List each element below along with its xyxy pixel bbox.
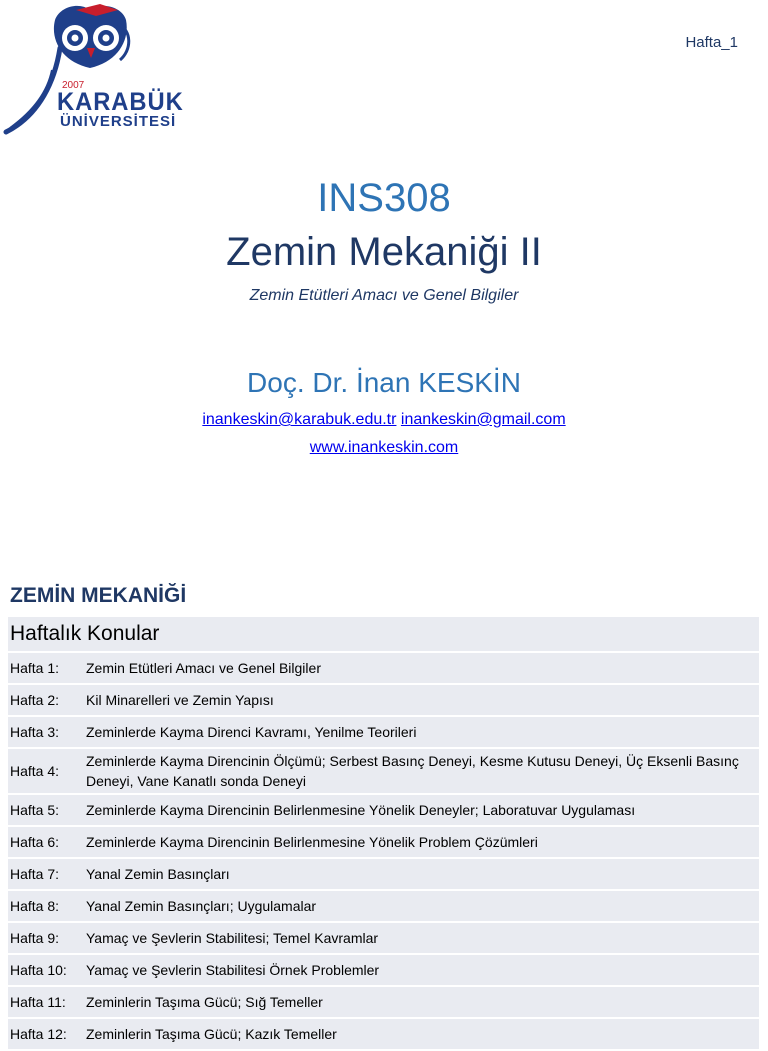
table-row <box>8 891 759 923</box>
table-row <box>8 717 759 749</box>
table-row <box>8 653 759 685</box>
week-label: Hafta_1 <box>685 34 738 51</box>
week-number: Hafta 4: <box>10 763 60 779</box>
table-row <box>8 749 759 795</box>
email-link-university[interactable]: inankeskin@karabuk.edu.tr <box>202 411 397 428</box>
table-header: Haftalık Konular <box>8 617 759 653</box>
week-number: Hafta 5: <box>10 802 60 818</box>
week-topic: Zeminlerde Kayma Direncinin Belirlenmesine Yönelik Problem Çözümleri <box>86 834 538 850</box>
week-topic: Zeminlerde Kayma Direncinin Belirlenmesine Yönelik Deneyler; Laboratuvar Uygulaması <box>86 802 636 818</box>
table-row <box>8 923 759 955</box>
week-topic: Zemin Etütleri Amacı ve Genel Bilgiler <box>86 660 321 676</box>
week-topic: Yamaç ve Şevlerin Stabilitesi; Temel Kavramlar <box>86 930 379 946</box>
week-topic: Zeminlerde Kayma Direncinin Ölçümü; Serbest Basınç Deneyi, Kesme Kutusu Deneyi, Üç Eksenli Basınç Deneyi, Vane Kanatlı sonda Deneyi <box>86 753 739 789</box>
week-topic: Yamaç ve Şevlerin Stabilitesi Örnek Problemler <box>86 962 380 978</box>
week-number: Hafta 8: <box>10 898 60 914</box>
table-row <box>8 685 759 717</box>
contact-emails <box>0 411 768 429</box>
week-number: Hafta 7: <box>10 866 60 882</box>
week-topic: Yanal Zemin Basınçları; Uygulamalar <box>86 898 317 914</box>
week-number: Hafta 2: <box>10 692 60 708</box>
week-topic: Zeminlerin Taşıma Gücü; Kazık Temeller <box>86 1026 337 1042</box>
course-subtitle: Zemin Etütleri Amacı ve Genel Bilgiler <box>249 287 519 304</box>
section-title: ZEMİN MEKANİĞİ <box>10 584 187 607</box>
weekly-topics-table <box>8 617 759 1051</box>
university-logo <box>0 0 185 140</box>
week-topic: Yanal Zemin Basınçları <box>86 866 230 882</box>
course-title: Zemin Mekaniği II <box>226 230 542 274</box>
course-code: INS308 <box>317 176 451 220</box>
week-number: Hafta 10: <box>10 962 67 978</box>
table-row <box>8 827 759 859</box>
table-row <box>8 987 759 1019</box>
website-link[interactable]: www.inankeskin.com <box>309 439 459 456</box>
week-number: Hafta 6: <box>10 834 60 850</box>
email-link-gmail[interactable]: inankeskin@gmail.com <box>400 411 566 428</box>
week-topic: Kil Minarelleri ve Zemin Yapısı <box>86 692 274 708</box>
week-number: Hafta 1: <box>10 660 60 676</box>
week-topic: Zeminlerde Kayma Direnci Kavramı, Yenilme Teorileri <box>86 724 417 740</box>
table-row <box>8 955 759 987</box>
logo-university: ÜNİVERSİTESİ <box>60 113 177 130</box>
table-row <box>8 859 759 891</box>
logo-year: 2007 <box>62 80 85 91</box>
week-number: Hafta 12: <box>10 1026 67 1042</box>
week-number: Hafta 3: <box>10 724 60 740</box>
week-number: Hafta 9: <box>10 930 60 946</box>
schedule-slide <box>0 540 768 1042</box>
table-row <box>8 795 759 827</box>
week-topic: Zeminlerin Taşıma Gücü; Sığ Temeller <box>86 994 323 1010</box>
logo-name: KARABÜK <box>57 88 184 116</box>
website <box>0 439 768 457</box>
author-name: Doç. Dr. İnan KESKİN <box>247 367 521 398</box>
week-number: Hafta 11: <box>10 994 66 1010</box>
